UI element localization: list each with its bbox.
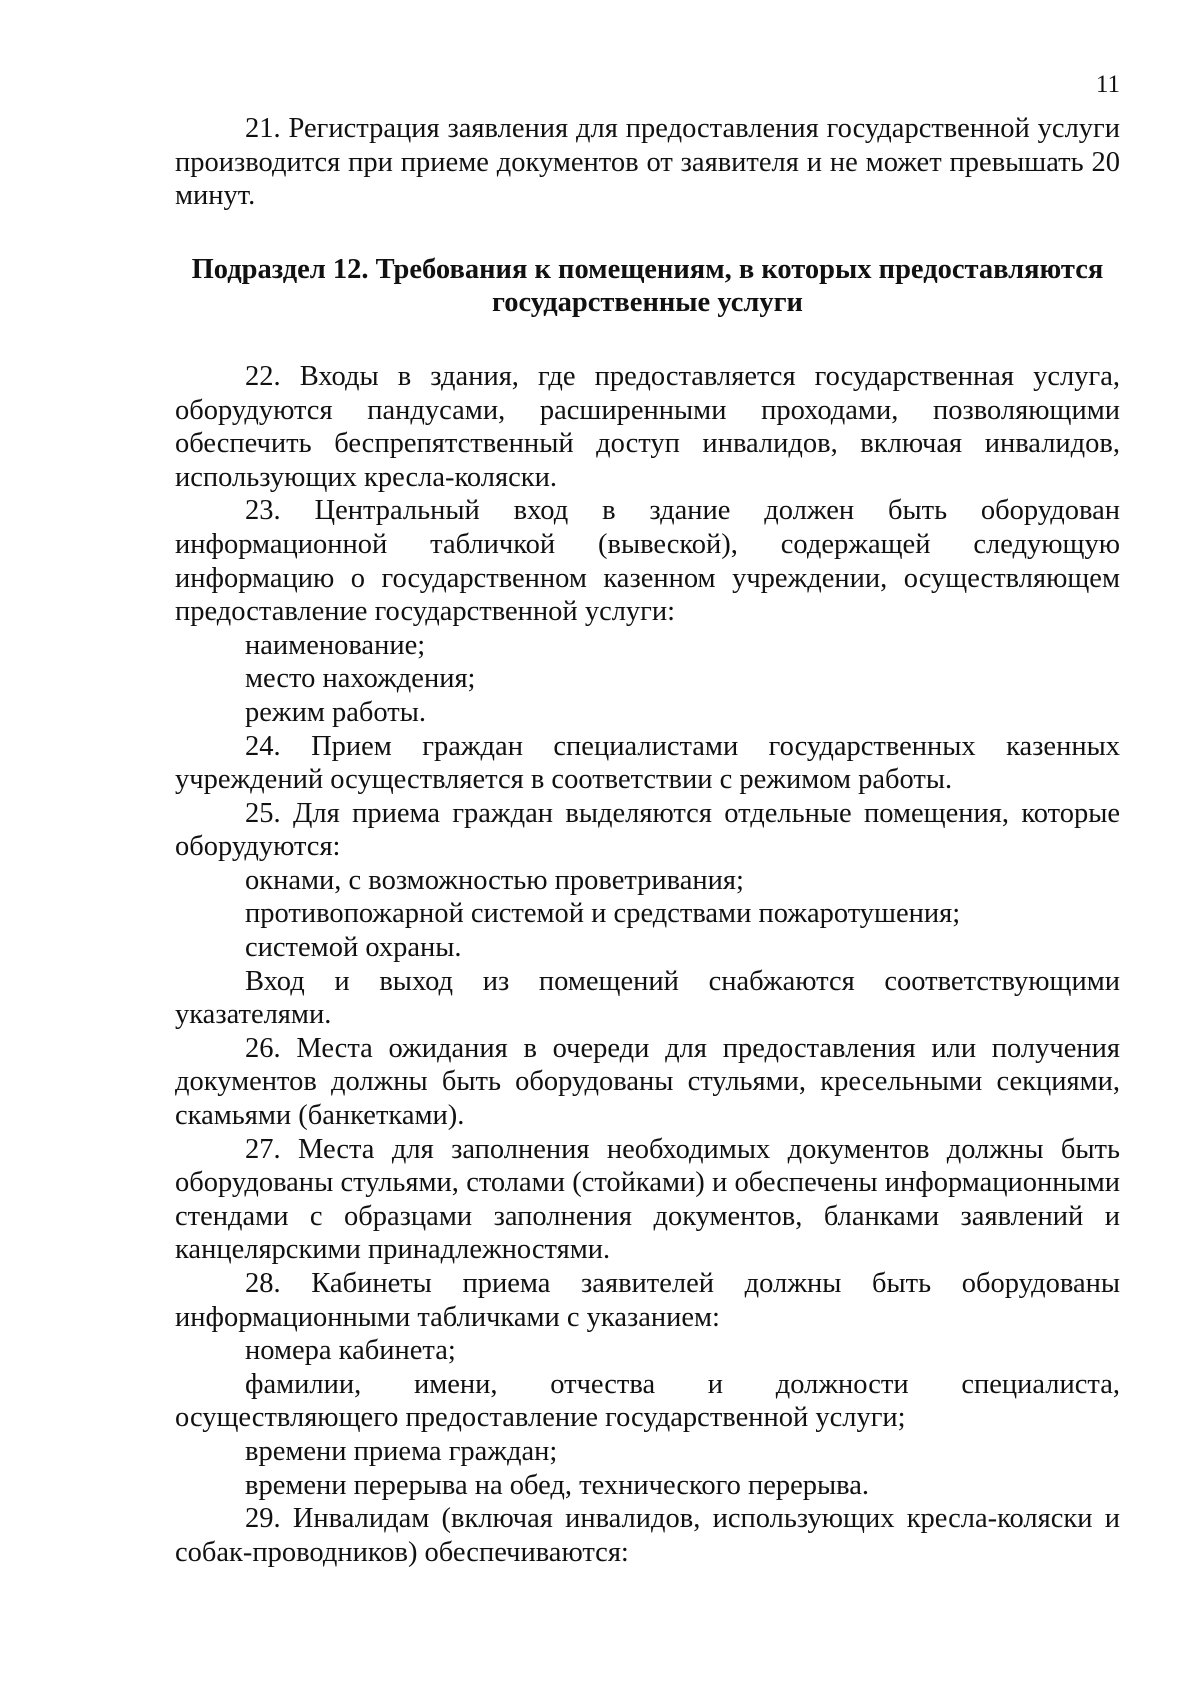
section-heading-line-2: государственные услуги bbox=[492, 287, 803, 319]
paragraph-24: 24. Прием граждан специалистами государственных казенных учреждений осуществляется в соответствии с режимом работы. bbox=[175, 730, 1120, 796]
paragraph-22: 22. Входы в здания, где предоставляется государственная услуга, оборудуются пандусами, расширенными проходами, позволяющими обеспечить беспрепятственный доступ инвалидов, включая инвалидов, использующих кресла-коляски. bbox=[175, 360, 1120, 493]
list-item: противопожарной системой и средствами пожаротушения; bbox=[245, 898, 961, 930]
paragraph-21: 21. Регистрация заявления для предоставления государственной услуги производится при приеме документов от заявителя и не может превышать 20 минут. bbox=[175, 113, 1120, 212]
document-page bbox=[175, 0, 1120, 1698]
paragraph-27: 27. Места для заполнения необходимых документов должны быть оборудованы стульями, столами (стойками) и обеспечены информационными стендами с образцами заполнения документов, бланками заявлений и канцелярскими принадлежностями. bbox=[175, 1133, 1120, 1266]
list-item: окнами, с возможностью проветривания; bbox=[245, 864, 744, 896]
spacer bbox=[175, 320, 1120, 360]
list-item: наименование; bbox=[245, 629, 426, 661]
list-item: режим работы. bbox=[245, 696, 427, 728]
list-item: фамилии, имени, отчества и должности специалиста, осуществляющего предоставление государственной услуги; bbox=[175, 1368, 1120, 1434]
document-body bbox=[175, 112, 1120, 1569]
section-heading bbox=[175, 253, 1120, 320]
paragraph-25-exit: Вход и выход из помещений снабжаются соответствующими указателями. bbox=[175, 965, 1120, 1031]
paragraph-23: 23. Центральный вход в здание должен быть оборудован информационной табличкой (вывеской), содержащей следующую информацию о государственном казенном учреждении, осуществляющем предоставление государственной услуги: bbox=[175, 495, 1120, 628]
list-item: системой охраны. bbox=[245, 932, 462, 964]
list-item: место нахождения; bbox=[245, 663, 476, 695]
paragraph-26: 26. Места ожидания в очереди для предоставления или получения документов должны быть оборудованы стульями, кресельными секциями, скамьями (банкетками). bbox=[175, 1032, 1120, 1132]
list-item: времени приема граждан; bbox=[245, 1435, 558, 1467]
paragraph-29: 29. Инвалидам (включая инвалидов, использующих кресла-коляски и собак-проводников) обеспечиваются: bbox=[175, 1503, 1120, 1568]
spacer bbox=[175, 213, 1120, 253]
page-number: 11 bbox=[1095, 71, 1120, 98]
list-item: номера кабинета; bbox=[245, 1335, 456, 1367]
section-heading-line-1: Подраздел 12. Требования к помещениям, в которых предоставляются bbox=[191, 253, 1104, 285]
paragraph-28: 28. Кабинеты приема заявителей должны быть оборудованы информационными табличками с указанием: bbox=[175, 1268, 1120, 1333]
list-item: времени перерыва на обед, технического перерыва. bbox=[245, 1469, 870, 1501]
paragraph-25: 25. Для приема граждан выделяются отдельные помещения, которые оборудуются: bbox=[175, 797, 1120, 863]
